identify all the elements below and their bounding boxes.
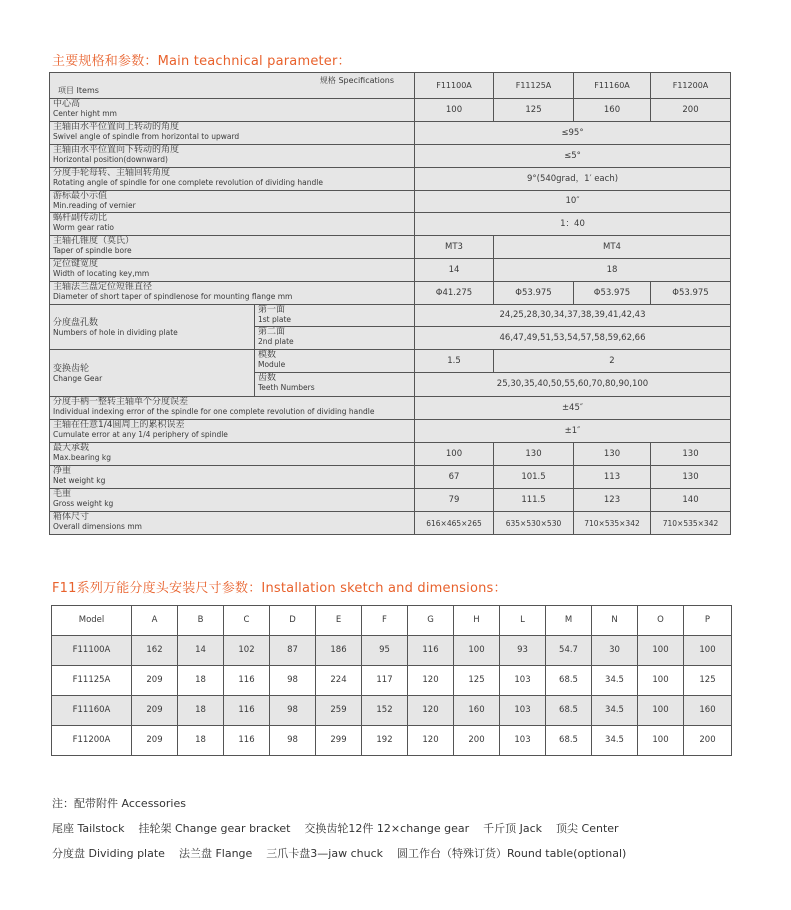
install-value-cell: 162	[132, 636, 178, 666]
spec-value: MT4	[494, 236, 731, 259]
install-row	[52, 636, 732, 666]
spec-header-label	[50, 73, 415, 99]
spec-value: Φ41.275	[415, 282, 494, 305]
install-row	[52, 696, 732, 726]
spec-value: 635×530×530	[494, 512, 574, 535]
install-column-header: A	[132, 606, 178, 636]
install-model-cell: F11200A	[52, 726, 132, 756]
install-column-header: L	[500, 606, 546, 636]
install-value-cell: 98	[270, 726, 316, 756]
install-value-cell: 87	[270, 636, 316, 666]
install-column-header: P	[684, 606, 732, 636]
install-column-header: G	[408, 606, 454, 636]
row-label-en: Width of locating key,mm	[53, 269, 150, 278]
spec-value: 101.5	[494, 466, 574, 489]
row-label-cn: 分度手柄一整转主轴单个分度误差	[53, 397, 189, 407]
install-column-header: F	[362, 606, 408, 636]
install-value-cell: 14	[178, 636, 224, 666]
spec-row	[50, 145, 731, 168]
model-header: F11100A	[415, 73, 494, 99]
spec-value: Φ53.975	[651, 282, 731, 305]
row-label-en: Net weight kg	[53, 476, 106, 485]
install-value-cell: 160	[454, 696, 500, 726]
accessories-line-2	[52, 845, 640, 861]
install-value-cell: 100	[638, 726, 684, 756]
install-model-cell: F11100A	[52, 636, 132, 666]
spec-value: 10″	[415, 191, 731, 213]
accessory-item: 交换齿轮12件 12×change gear	[304, 822, 470, 835]
sub-label-cn: 第二面	[258, 327, 286, 337]
spec-row	[50, 213, 731, 236]
spec-row	[50, 236, 731, 259]
model-header: F11125A	[494, 73, 574, 99]
sub-label-en: Teeth Numbers	[258, 383, 315, 392]
install-value-cell: 100	[638, 636, 684, 666]
spec-value: 1.5	[415, 350, 494, 373]
install-value-cell: 98	[270, 666, 316, 696]
install-value-cell: 160	[684, 696, 732, 726]
spec-value: 130	[651, 443, 731, 466]
install-value-cell: 68.5	[546, 696, 592, 726]
install-value-cell: 68.5	[546, 726, 592, 756]
row-label-en: Center hight mm	[53, 109, 117, 118]
install-column-header: N	[592, 606, 638, 636]
spec-value: 113	[574, 466, 651, 489]
spec-value: 79	[415, 489, 494, 512]
row-label-en: Taper of spindle bore	[53, 246, 132, 255]
row-label-cn: 毛重	[53, 489, 72, 499]
install-value-cell: 209	[132, 696, 178, 726]
install-value-cell: 68.5	[546, 666, 592, 696]
row-label-cn: 蜗杆副传动比	[53, 213, 108, 223]
install-value-cell: 116	[224, 666, 270, 696]
spec-row	[50, 282, 731, 305]
spec-row	[50, 443, 731, 466]
install-value-cell: 224	[316, 666, 362, 696]
install-column-header: D	[270, 606, 316, 636]
row-label-cn: 主轴由水平位置向上转动的角度	[53, 122, 180, 132]
spec-row	[50, 122, 731, 145]
spec-value: ±1″	[415, 420, 731, 443]
row-label-en: Swivel angle of spindle from horizontal to upward	[53, 132, 240, 141]
install-value-cell: 54.7	[546, 636, 592, 666]
spec-value: 130	[574, 443, 651, 466]
install-value-cell: 116	[224, 726, 270, 756]
install-value-cell: 30	[592, 636, 638, 666]
install-value-cell: 18	[178, 726, 224, 756]
spec-row	[50, 420, 731, 443]
row-label-en: Horizontal position(downward)	[53, 155, 168, 164]
install-value-cell: 98	[270, 696, 316, 726]
accessory-item: 法兰盘 Flange	[178, 847, 253, 860]
install-value-cell: 152	[362, 696, 408, 726]
accessory-item: 千斤顶 Jack	[483, 822, 543, 835]
spec-value: MT3	[415, 236, 494, 259]
accessory-item: 挂轮架 Change gear bracket	[138, 822, 291, 835]
row-label-cn: 游标最小示值	[53, 191, 108, 201]
row-label-en: Overall dimensions mm	[53, 522, 142, 531]
spec-row	[50, 191, 731, 213]
install-column-header: O	[638, 606, 684, 636]
install-column-header: B	[178, 606, 224, 636]
install-value-cell: 34.5	[592, 696, 638, 726]
install-column-header: Model	[52, 606, 132, 636]
install-table	[51, 605, 732, 756]
row-label-cn: 主轴法兰盘定位短锥直径	[53, 282, 153, 292]
spec-value: 125	[494, 99, 574, 122]
install-value-cell: 186	[316, 636, 362, 666]
install-value-cell: 100	[638, 666, 684, 696]
sub-label-cn: 模数	[258, 350, 277, 360]
items-label: 项目 Items	[58, 86, 99, 95]
install-value-cell: 93	[500, 636, 546, 666]
spec-value: 67	[415, 466, 494, 489]
install-value-cell: 120	[408, 666, 454, 696]
row-label-en: Cumulate error at any 1/4 periphery of spindle	[53, 430, 228, 439]
install-value-cell: 103	[500, 696, 546, 726]
spec-value: ≤5°	[415, 145, 731, 168]
install-value-cell: 120	[408, 696, 454, 726]
install-value-cell: 18	[178, 666, 224, 696]
install-value-cell: 102	[224, 636, 270, 666]
spec-value: ±45″	[415, 397, 731, 420]
accessory-item: 三爪卡盘3—jaw chuck	[266, 847, 383, 860]
install-value-cell: 116	[408, 636, 454, 666]
accessory-item: 尾座 Tailstock	[52, 822, 125, 835]
row-label-en: Worm gear ratio	[53, 223, 114, 232]
row-label-cn: 定位键宽度	[53, 259, 99, 269]
spec-value: 24,25,28,30,34,37,38,39,41,42,43	[415, 305, 731, 327]
spec-row	[50, 466, 731, 489]
sub-label-en: 2nd plate	[258, 337, 294, 346]
row-label-cn: 净重	[53, 466, 72, 476]
row-label-cn: 主轴孔锥度（莫氏）	[53, 236, 135, 246]
install-model-cell: F11160A	[52, 696, 132, 726]
spec-value: 130	[494, 443, 574, 466]
row-label-en: Min.reading of vernier	[53, 201, 136, 210]
accessory-item: 顶尖 Center	[556, 822, 619, 835]
spec-row	[50, 259, 731, 282]
install-value-cell: 125	[454, 666, 500, 696]
accessory-item: 圆工作台（特殊订货）Round table(optional)	[397, 847, 627, 860]
row-label-cn: 主轴由水平位置向下转动的角度	[53, 145, 180, 155]
row-label-cn: 箱体尺寸	[53, 512, 90, 522]
spec-value: 123	[574, 489, 651, 512]
accessory-item: 分度盘 Dividing plate	[52, 847, 165, 860]
spec-value: 710×535×342	[651, 512, 731, 535]
specs-label: 规格 Specifications	[319, 76, 394, 85]
install-value-cell: 200	[684, 726, 732, 756]
model-header: F11160A	[574, 73, 651, 99]
row-label-cn: 中心高	[53, 99, 81, 109]
install-value-cell: 192	[362, 726, 408, 756]
spec-value: 100	[415, 99, 494, 122]
change-gear-row	[50, 350, 731, 373]
install-value-cell: 34.5	[592, 726, 638, 756]
spec-row	[50, 489, 731, 512]
spec-value: Φ53.975	[574, 282, 651, 305]
spec-value: 46,47,49,51,53,54,57,58,59,62,66	[415, 327, 731, 350]
spec-section-title: 主要规格和参数：Main teachnical parameter：	[52, 54, 351, 69]
spec-value: 18	[494, 259, 731, 282]
model-header: F11200A	[651, 73, 731, 99]
spec-value: ≤95°	[415, 122, 731, 145]
install-column-header: H	[454, 606, 500, 636]
spec-value: 1：40	[415, 213, 731, 236]
spec-value: 2	[494, 350, 731, 373]
row-label-en: Individual indexing error of the spindle for one complete revolution of dividing handle	[53, 407, 375, 416]
install-value-cell: 125	[684, 666, 732, 696]
row-label-cn: 变换齿轮	[53, 363, 90, 374]
spec-value: 9°(540grad，1′ each)	[415, 168, 731, 191]
accessories-line-1	[52, 820, 633, 836]
row-label-en: Numbers of hole in dividing plate	[53, 327, 178, 337]
row-label-en: Change Gear	[53, 373, 103, 383]
install-value-cell: 18	[178, 696, 224, 726]
row-label-cn: 最大承载	[53, 443, 90, 453]
accessories-title: 注：配带附件 Accessories	[52, 797, 186, 810]
spec-value: 616×465×265	[415, 512, 494, 535]
install-value-cell: 100	[454, 636, 500, 666]
row-label-en: Max.bearing kg	[53, 453, 112, 462]
spec-row	[50, 99, 731, 122]
spec-value: 111.5	[494, 489, 574, 512]
install-column-header: M	[546, 606, 592, 636]
dividing-plate-row	[50, 305, 731, 327]
spec-row	[50, 397, 731, 420]
install-value-cell: 103	[500, 666, 546, 696]
spec-value: 160	[574, 99, 651, 122]
spec-value: 25,30,35,40,50,55,60,70,80,90,100	[415, 373, 731, 397]
row-label-cn: 主轴在任意1/4圆周上的累积误差	[53, 420, 185, 430]
install-value-cell: 100	[684, 636, 732, 666]
install-value-cell: 200	[454, 726, 500, 756]
install-row	[52, 666, 732, 696]
sub-label-en: Module	[258, 360, 286, 369]
install-value-cell: 259	[316, 696, 362, 726]
install-column-header: E	[316, 606, 362, 636]
spec-value: 200	[651, 99, 731, 122]
spec-value: 100	[415, 443, 494, 466]
install-value-cell: 120	[408, 726, 454, 756]
spec-value: 140	[651, 489, 731, 512]
spec-value: 14	[415, 259, 494, 282]
install-value-cell: 34.5	[592, 666, 638, 696]
install-model-cell: F11125A	[52, 666, 132, 696]
sub-label-en: 1st plate	[258, 315, 291, 324]
spec-value: Φ53.975	[494, 282, 574, 305]
install-header-row	[52, 606, 732, 636]
install-row	[52, 726, 732, 756]
spec-value: 710×535×342	[574, 512, 651, 535]
row-label-cn: 分度手轮每转、主轴回转角度	[53, 168, 171, 178]
row-label-cn: 分度盘孔数	[53, 317, 99, 328]
install-value-cell: 95	[362, 636, 408, 666]
install-value-cell: 100	[638, 696, 684, 726]
install-column-header: C	[224, 606, 270, 636]
install-value-cell: 103	[500, 726, 546, 756]
install-value-cell: 209	[132, 726, 178, 756]
sub-label-cn: 第一面	[258, 305, 286, 315]
spec-row	[50, 168, 731, 191]
spec-header-row	[50, 73, 731, 99]
row-label-en: Rotating angle of spindle for one complete revolution of dividing handle	[53, 178, 323, 187]
sub-label-cn: 齿数	[258, 373, 277, 383]
row-label-en: Gross weight kg	[53, 499, 114, 508]
spec-row	[50, 512, 731, 535]
install-value-cell: 209	[132, 666, 178, 696]
install-value-cell: 116	[224, 696, 270, 726]
spec-table	[49, 72, 731, 535]
install-section-title: F11系列万能分度头安装尺寸参数：Installation sketch and dimensions：	[52, 581, 507, 596]
spec-value: 130	[651, 466, 731, 489]
install-value-cell: 299	[316, 726, 362, 756]
install-value-cell: 117	[362, 666, 408, 696]
row-label-en: Diameter of short taper of spindlenose for mounting flange mm	[53, 292, 293, 301]
